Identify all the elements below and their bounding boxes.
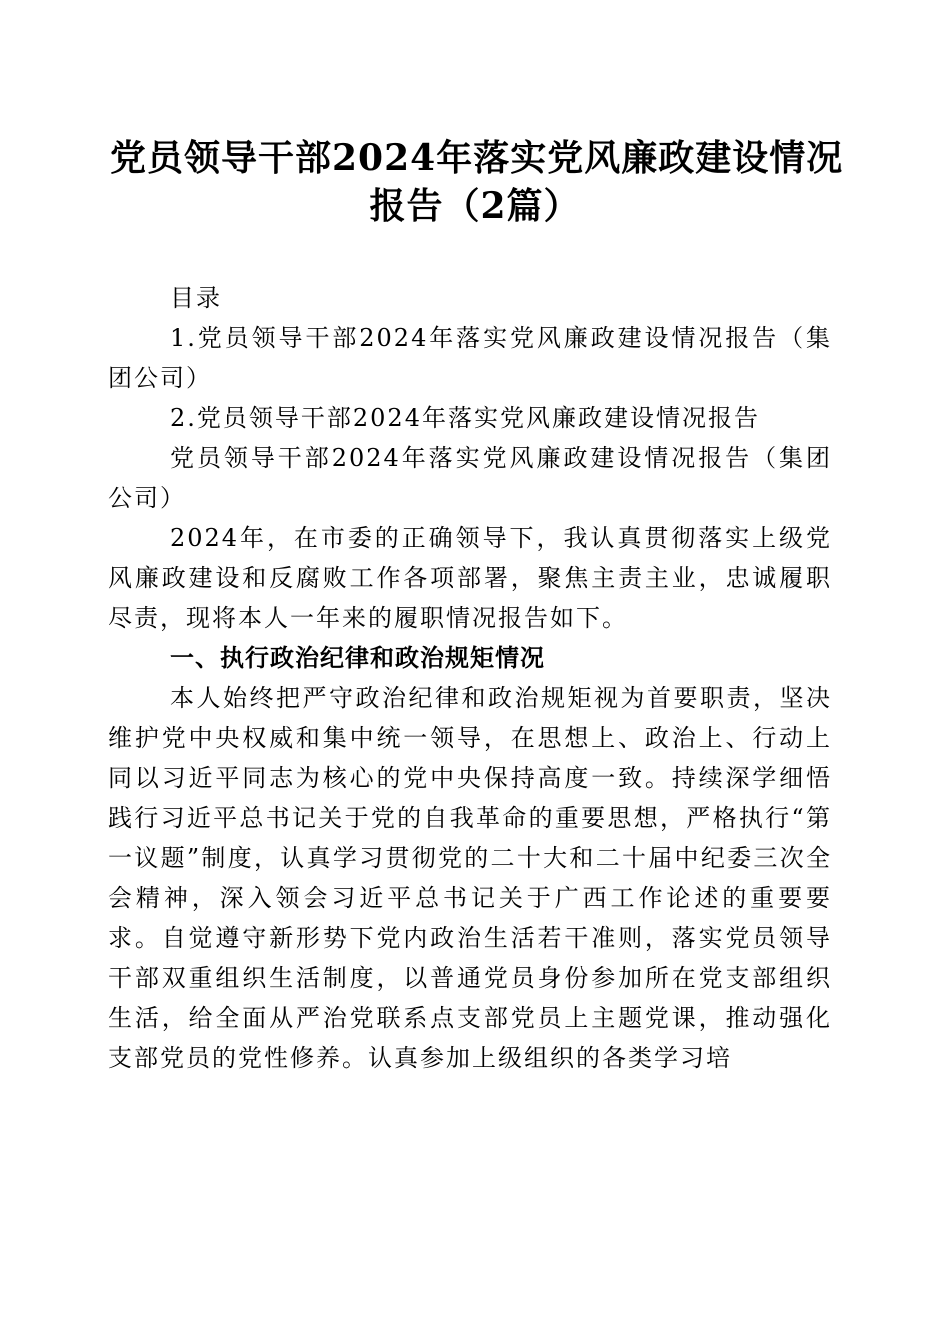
intro-paragraph: 2024年，在市委的正确领导下，我认真贯彻落实上级党风廉政建设和反腐败工作各项部署，聚焦主责主业，忠诚履职尽责，现将本人一年来的履职情况报告如下。 bbox=[108, 524, 832, 632]
article-title: 党员领导干部2024年落实党风廉政建设情况报告（集团公司） bbox=[108, 444, 832, 512]
title-line-2: 报告（2篇） bbox=[369, 185, 581, 227]
section-1-paragraph: 本人始终把严守政治纪律和政治规矩视为首要职责，坚决维护党中央权威和集中统一领导，在思想上、政治上、行动上同以习近平同志为核心的党中央保持高度一致。持续深学细悟践行习近平总书记关于党的自我革命的重要思想，严格执行“第一议题”制度，认真学习贯彻党的二十大和二十届中纪委三次全会精神，深入领会习近平总书记关于广西工作论述的重要要求。自觉遵守新形势下党内政治生活若干准则，落实党员领导干部双重组织生活制度，以普通党员身份参加所在党支部组织生活，给全面从严治党联系点支部党员上主题党课，推动强化支部党员的党性修养。认真参加上级组织的各类学习培 bbox=[108, 684, 832, 1072]
document-title bbox=[110, 134, 844, 230]
toc-item-2: 2.党员领导干部2024年落实党风廉政建设情况报告 bbox=[170, 404, 760, 432]
document-body bbox=[108, 278, 832, 1078]
toc-item-1: 1.党员领导干部2024年落实党风廉政建设情况报告（集团公司） bbox=[108, 324, 832, 392]
toc-label: 目录 bbox=[170, 284, 222, 312]
section-heading-1: 一、执行政治纪律和政治规矩情况 bbox=[170, 644, 545, 672]
title-line-1: 党员领导干部2024年落实党风廉政建设情况 bbox=[110, 137, 844, 179]
